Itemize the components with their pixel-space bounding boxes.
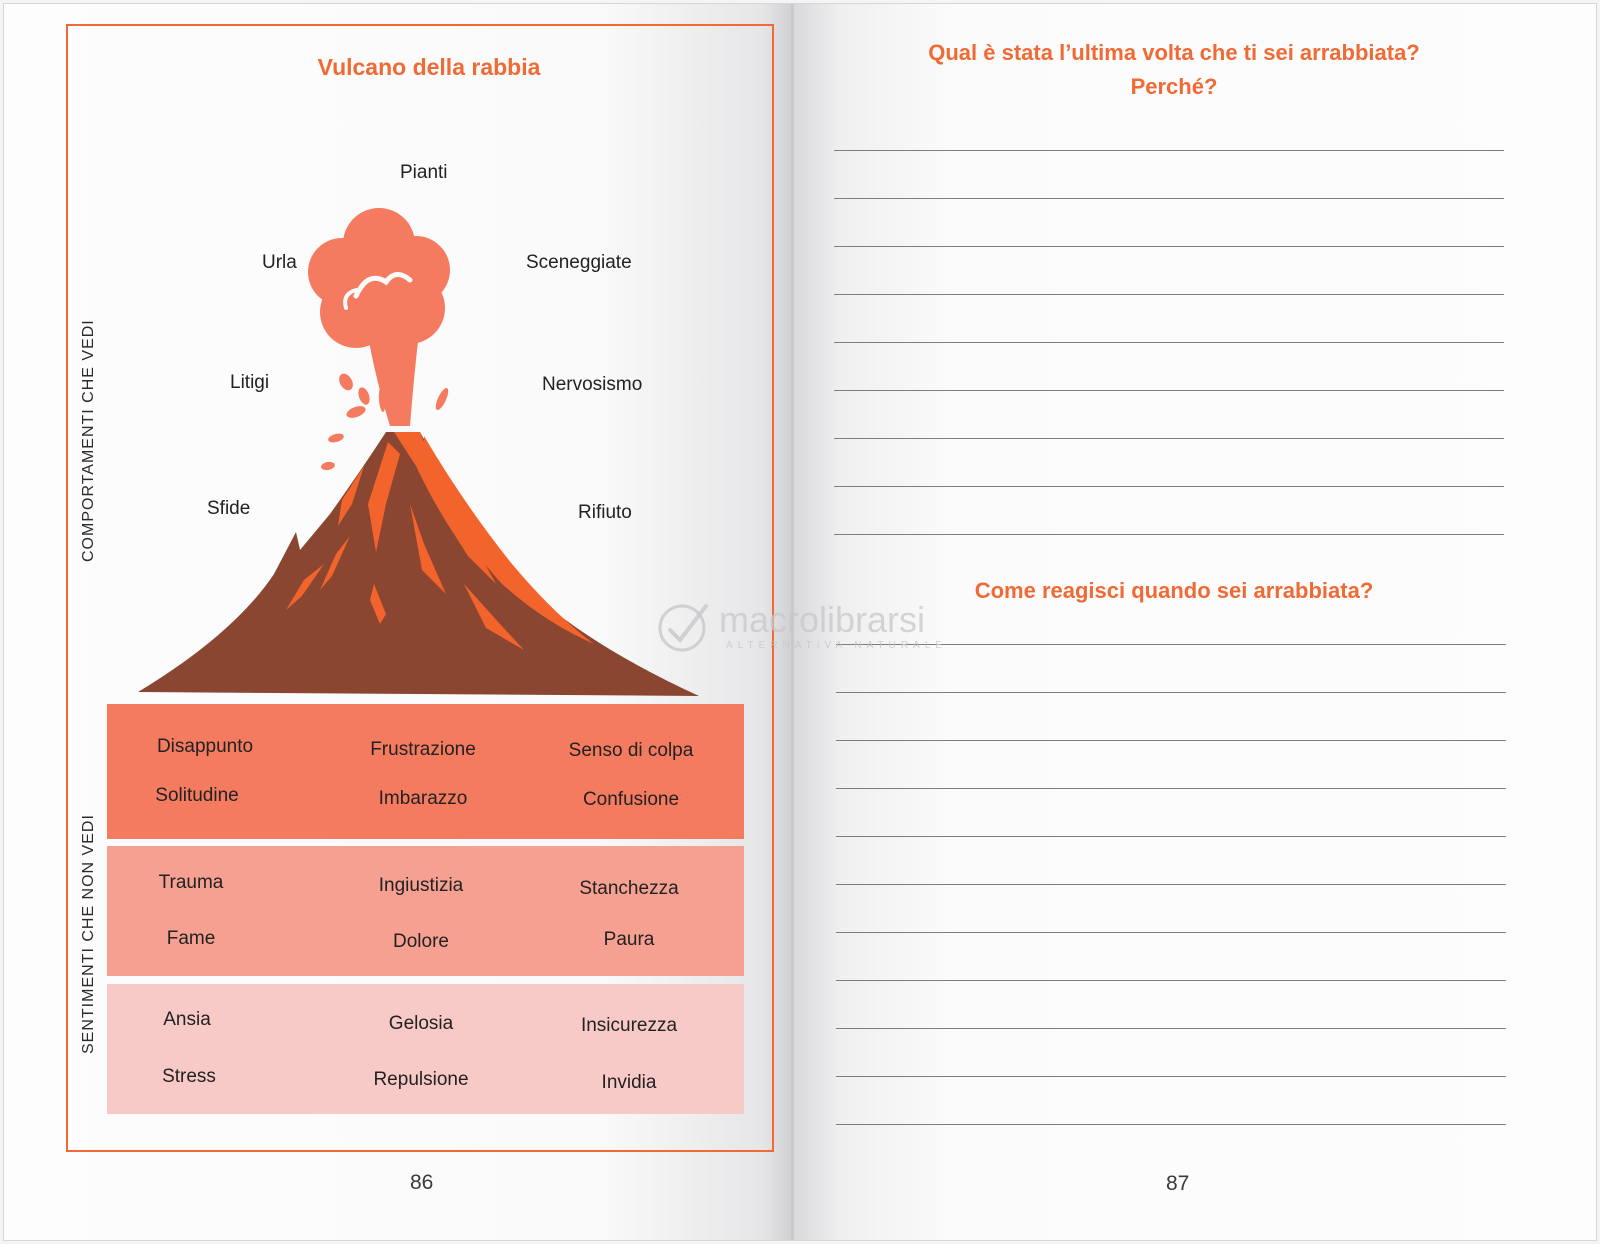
writing-line	[836, 1124, 1506, 1125]
page-number-right: 87	[1166, 1172, 1190, 1195]
feeling-item: Trauma	[158, 872, 224, 893]
page-title: Vulcano della rabbia	[317, 54, 541, 80]
behavior-urla: Urla	[262, 252, 297, 273]
writing-line	[834, 534, 1504, 535]
writing-line	[834, 438, 1504, 439]
feeling-item: Gelosia	[388, 1013, 454, 1034]
feeling-item: Confusione	[582, 789, 680, 810]
feeling-item: Stress	[162, 1066, 216, 1087]
behavior-pianti: Pianti	[400, 162, 448, 183]
question-2: Come reagisci quando sei arrabbiata?	[974, 578, 1374, 603]
book-spread	[3, 3, 1597, 1241]
writing-line	[834, 246, 1504, 247]
feeling-item: Solitudine	[155, 785, 239, 806]
writing-line	[836, 980, 1506, 981]
feeling-item: Insicurezza	[580, 1015, 678, 1036]
feeling-item: Dolore	[393, 931, 449, 952]
writing-line	[834, 486, 1504, 487]
question-1-line-1: Qual è stata l’ultima volta che ti sei arrabbiata?	[928, 40, 1420, 65]
feeling-item: Senso di colpa	[568, 740, 694, 761]
writing-line	[836, 836, 1506, 837]
writing-line	[836, 884, 1506, 885]
writing-line	[834, 150, 1504, 151]
feeling-item: Stanchezza	[579, 878, 679, 899]
feeling-item: Invidia	[601, 1072, 657, 1093]
feeling-item: Disappunto	[156, 736, 254, 757]
writing-line	[836, 1028, 1506, 1029]
question-1-line-2: Perché?	[1130, 74, 1218, 99]
feeling-item: Ingiustizia	[378, 875, 464, 896]
behavior-sceneggiate: Sceneggiate	[526, 252, 632, 273]
volcano-mountain	[138, 432, 699, 696]
writing-line	[834, 342, 1504, 343]
feeling-item: Frustrazione	[370, 739, 476, 760]
feeling-item: Repulsione	[373, 1069, 469, 1090]
behavior-rifiuto: Rifiuto	[578, 502, 632, 523]
writing-line	[836, 1076, 1506, 1077]
watermark-brand: macrolibrarsi	[719, 599, 926, 640]
writing-line	[836, 788, 1506, 789]
side-label-visible-behaviors: COMPORTAMENTI CHE VEDI	[80, 319, 97, 562]
volcano-illustration	[124, 204, 714, 704]
behavior-litigi: Litigi	[230, 372, 270, 393]
feeling-item: Ansia	[163, 1009, 211, 1030]
writing-line	[834, 198, 1504, 199]
watermark-logo-icon	[656, 600, 714, 652]
watermark-tagline: ALTERNATIVA NATURALE	[726, 640, 947, 651]
writing-line	[836, 932, 1506, 933]
feelings-band-1	[107, 704, 744, 839]
feeling-item: Fame	[166, 928, 216, 949]
feeling-item: Paura	[603, 929, 655, 950]
behavior-nervosismo: Nervosismo	[542, 374, 643, 395]
feeling-item: Imbarazzo	[378, 788, 468, 809]
feelings-band-3	[107, 984, 744, 1114]
writing-line	[834, 390, 1504, 391]
writing-line	[834, 294, 1504, 295]
behavior-sfide: Sfide	[207, 498, 251, 519]
page-number-left: 86	[410, 1171, 434, 1194]
writing-line	[836, 692, 1506, 693]
side-label-hidden-feelings: SENTIMENTI CHE NON VEDI	[80, 814, 97, 1054]
writing-line	[836, 740, 1506, 741]
feelings-band-2	[107, 846, 744, 976]
